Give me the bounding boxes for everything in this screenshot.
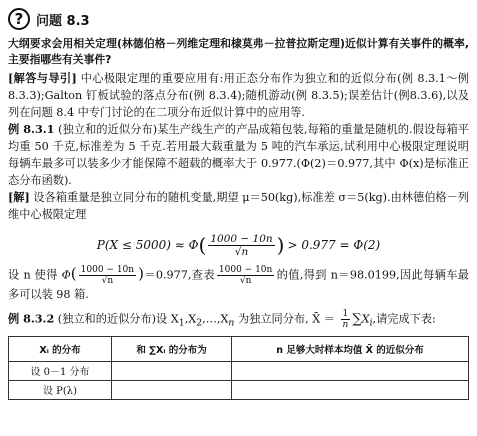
guide-label: [解答与导引] [8,71,77,85]
formula-left: P(X ≤ 5000) ≈ Φ [96,238,199,252]
table-header-cell: n 足够大时样本均值 X̄ 的近似分布 [232,336,469,361]
guide-paragraph [8,70,469,121]
table-cell: 设 0－1 分布 [9,361,112,380]
solution-paragraph [8,189,469,223]
solution-label: [解] [8,190,30,204]
formula-right: > 0.977 = Φ(2) [287,238,381,252]
example-2-label: 例 8.3.2 [8,311,55,326]
conclusion-part-b: ＝0.977,查表 [143,268,215,282]
inline-den-1: √n [101,276,114,286]
table-row [9,361,469,380]
example-2-text-d: 为独立同分布, X̄ ＝ [234,312,335,326]
formula-denominator: √n [234,245,249,258]
table-cell[interactable] [112,380,232,399]
formula-fraction [208,233,274,258]
conclusion-part-a: 设 n 使得 [8,268,58,282]
table-row [9,380,469,399]
inline-num-1: 1000 − 10n [80,265,135,275]
inline-fraction-2 [217,265,274,286]
table-cell[interactable] [232,361,469,380]
inline-num-2: 1000 − 10n [218,265,273,275]
example-2-text-a: (独立和的近似分布)设 X [57,312,179,326]
question-title: 问题 8.3 [36,13,90,29]
example-2-text-e: ,请完成下表: [372,312,436,326]
syllabus-question: 大纲要求会用相关定理(林德伯格－列维定理和棣莫弗－拉普拉斯定理)近似计算有关事件的概率,主要指哪些有关事件? [8,37,469,66]
example-2-text-c: ,…,X [202,312,229,326]
example-2-text-b: ,X [184,312,197,326]
table-cell[interactable] [232,380,469,399]
table-cell[interactable] [112,361,232,380]
example-1-label: 例 8.3.1 [8,122,55,136]
question-header [8,6,469,32]
example-1-text: (独立和的近似分布)某生产线生产的产品成箱包装,每箱的重量是随机的.假设每箱平均重 50 千克,标准差为 5 千克.若用最大载重量为 5 吨的汽车承运,试利用中心极限定理说明每辆车最多可以装多少才能保障不超载的概率大于 0.977.(Φ(2)＝0.977,其中 Φ(x)是标准正态分布函数). [8,123,469,187]
table-header-cell: Xᵢ 的分布 [9,336,112,361]
solution-conclusion: 设 n 使得 Φ( $\frac{1000 - 10n}{√n}$ )＝0.977,查表 $\frac{1000 - 10n}{√n}$ 的值,得到 n＝98.0199,因此每辆车最多可以装 98 箱. [8,264,469,301]
formula-numerator: 1000 − 10n [210,232,273,245]
example-1 [8,121,469,189]
distribution-table [8,336,469,400]
question-mark-icon: ? [8,8,30,30]
conclusion-part-c: 的值,得到 n＝98.0199,因此每辆车最多可以装 98 箱. [8,268,469,301]
example-2: 例 8.3.2 (独立和的近似分布)设 $X_1,X_2,\dots,X_n$ 为独立同分布, X̄ ＝ $\frac{1}{n}$ $\sum X_i$,请完成下表: [8,309,436,330]
inline-fraction-1 [79,265,136,286]
solution-text: 设各箱重量是独立同分布的随机变量,期望 μ＝50(kg),标准差 σ＝5(kg).由林德伯格－列维中心极限定理 [8,191,469,221]
guide-text: 中心极限定理的重要应用有:用正态分布作为独立和的近似分布(例 8.3.1～例 8.3.3);Galton 钉板试验的落点分布(例 8.3.4);随机游动(例 8.3.5);误差估计(例8.3.6),以及列在问题 8.4 中专门讨论的在二项分布近似计算中的应用等. [8,72,469,119]
clt-formula: P(X ≤ 5000) ≈ Φ ( $\frac{1000 - 10n}{√n}$ ) > 0.977 = Φ(2) [96,232,381,258]
table-header-row [9,336,469,361]
mean-fraction: $\frac{1}{n}$ [342,309,349,330]
table-header-cell: 和 ∑Xᵢ 的分布为 [112,336,232,361]
table-cell: 设 P(λ) [9,380,112,399]
inline-den-2: √n [239,276,252,286]
